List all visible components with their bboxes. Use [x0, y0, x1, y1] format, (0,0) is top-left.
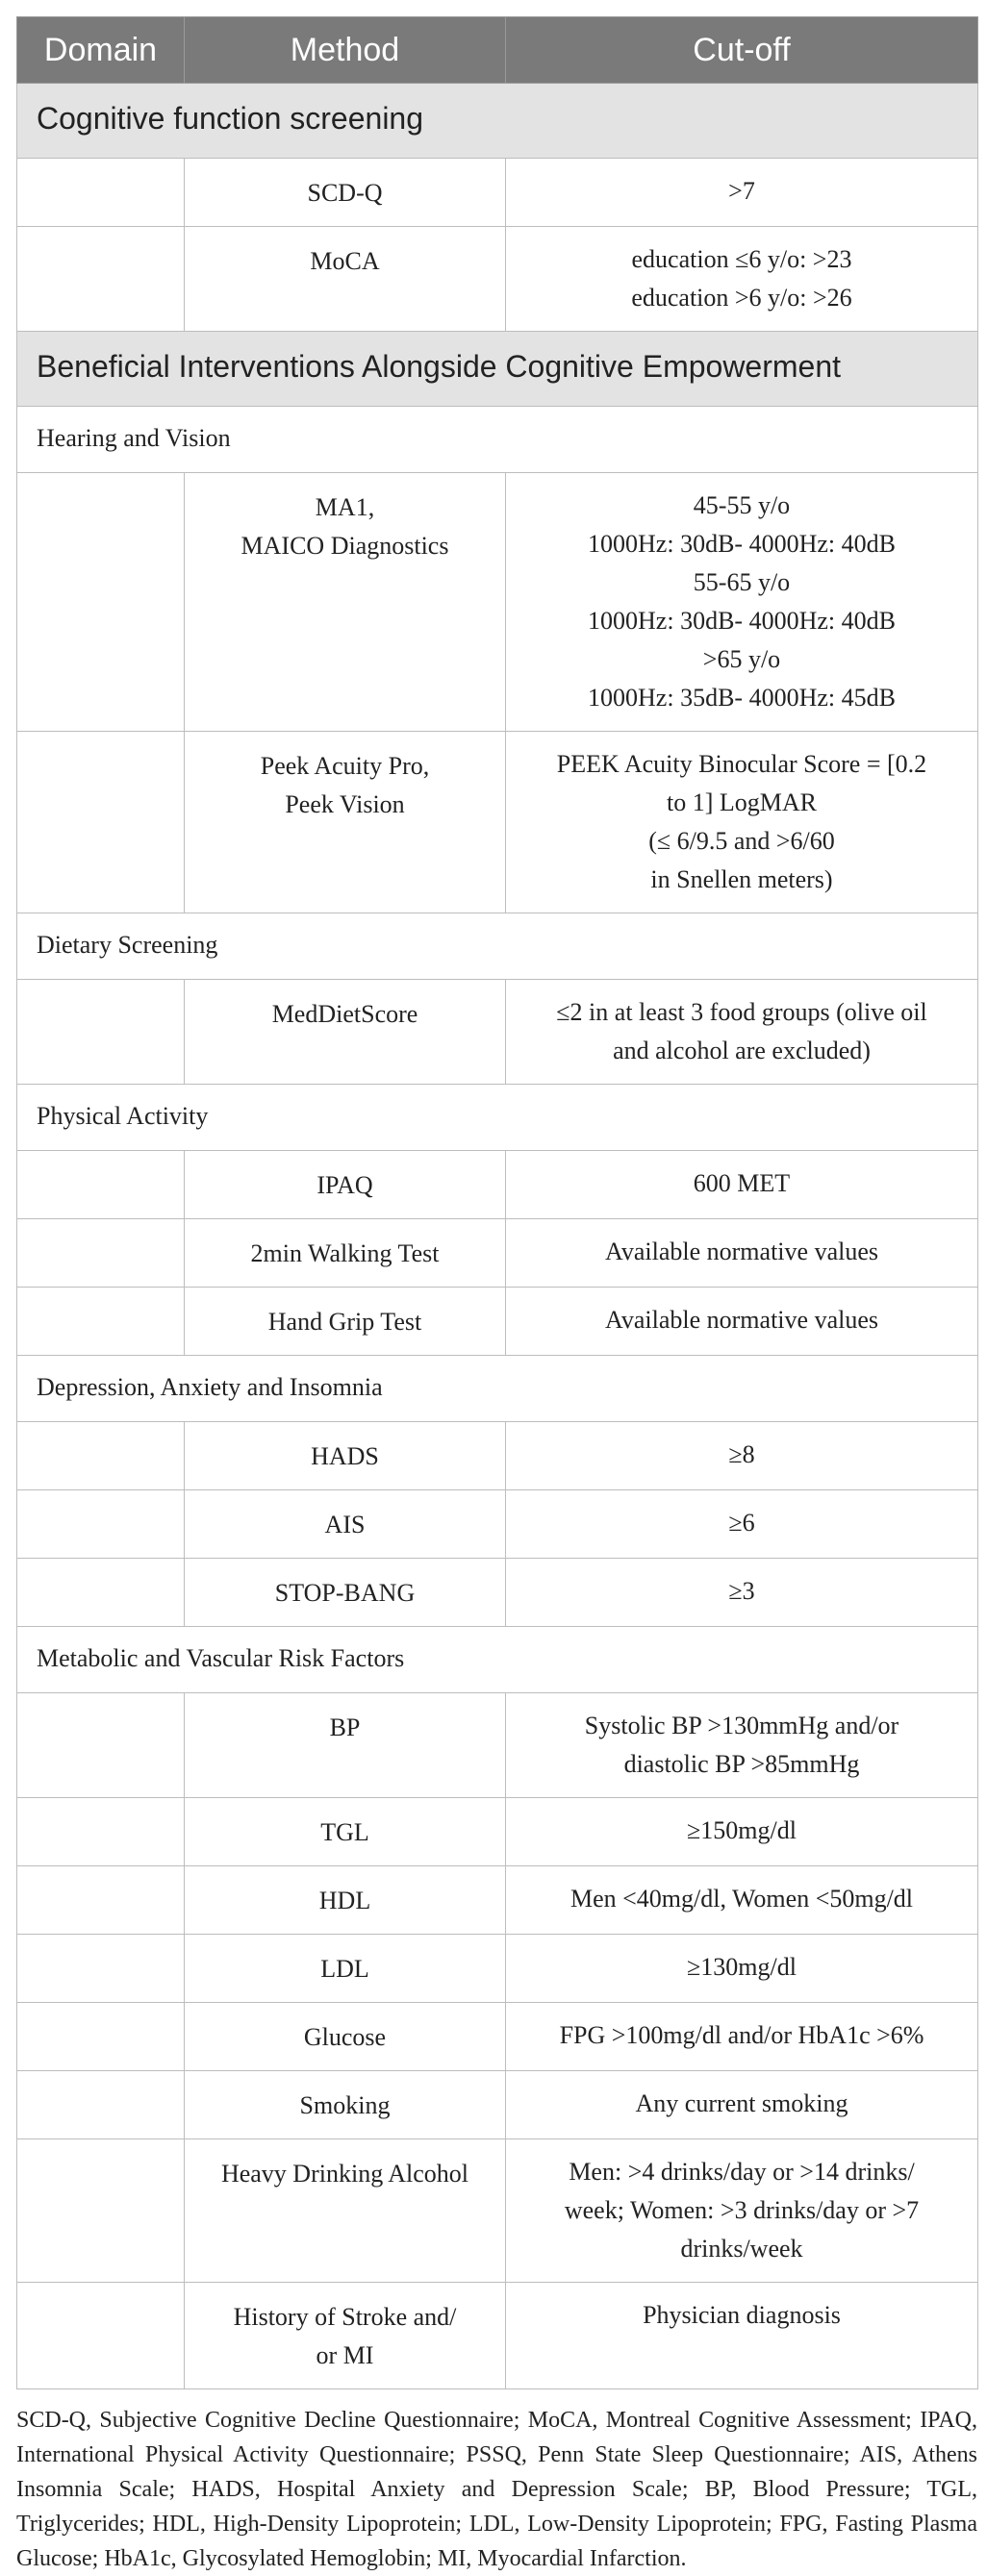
domain-cell — [17, 1866, 185, 1935]
cutoff-line: 45-55 y/o — [693, 491, 791, 519]
header-method: Method — [185, 17, 506, 84]
method-line: MoCA — [310, 247, 380, 275]
cutoff-line: ≥6 — [728, 1509, 755, 1537]
method-line: MA1, — [315, 493, 375, 521]
table-row — [17, 1490, 978, 1559]
cutoff-line: FPG >100mg/dl and/or HbA1c >6% — [559, 2021, 924, 2049]
table-row — [17, 1693, 978, 1798]
cutoff-cell — [506, 159, 978, 227]
table-row — [17, 2139, 978, 2283]
subsection-title: Metabolic and Vascular Risk Factors — [17, 1627, 978, 1693]
cutoff-cell — [506, 1559, 978, 1627]
cutoff-line: 1000Hz: 30dB- 4000Hz: 40dB — [588, 530, 896, 558]
table-row — [17, 1866, 978, 1935]
table-row — [17, 2003, 978, 2071]
method-cell — [185, 1490, 506, 1559]
domain-cell — [17, 159, 185, 227]
table-row — [17, 1219, 978, 1288]
cutoff-line: 1000Hz: 30dB- 4000Hz: 40dB — [588, 607, 896, 635]
cutoff-line: Men: >4 drinks/day or >14 drinks/ — [569, 2158, 915, 2186]
domain-cell — [17, 2071, 185, 2139]
method-cell — [185, 1693, 506, 1798]
table-row — [17, 732, 978, 913]
table-row — [17, 2283, 978, 2389]
cutoff-cell — [506, 1866, 978, 1935]
cutoff-cell — [506, 980, 978, 1085]
section-row — [17, 84, 978, 159]
method-cell — [185, 1935, 506, 2003]
method-line: Glucose — [303, 2023, 387, 2051]
cutoff-line: PEEK Acuity Binocular Score = [0.2 — [556, 750, 927, 778]
subsection-row — [17, 1356, 978, 1422]
cutoff-table — [16, 16, 978, 2389]
cutoff-line: to 1] LogMAR — [667, 788, 817, 816]
cutoff-line: and alcohol are excluded) — [613, 1037, 871, 1064]
cutoff-line: ≥8 — [728, 1440, 755, 1468]
method-cell — [185, 1219, 506, 1288]
method-cell — [185, 1559, 506, 1627]
method-line: STOP-BANG — [274, 1579, 416, 1607]
cutoff-cell — [506, 2003, 978, 2071]
table-row — [17, 1559, 978, 1627]
method-cell — [185, 227, 506, 332]
cutoff-line: Men <40mg/dl, Women <50mg/dl — [569, 1885, 914, 1913]
cutoff-cell — [506, 1798, 978, 1866]
header-domain: Domain — [17, 17, 185, 84]
method-line: AIS — [324, 1511, 366, 1538]
subsection-row — [17, 1627, 978, 1693]
table-footnote: SCD-Q, Subjective Cognitive Decline Questionnaire; MoCA, Montreal Cognitive Assessment; IPAQ, International Physical Activity Questionnaire; PSSQ, Penn State Sleep Questionnaire; AIS, Athens Insomnia Scale; HADS, Hospital Anxiety and Depression Scale; BP, Blood Pressure; TGL, Triglycerides; HDL, High-Density Lipoprotein; LDL, Low-Density Lipoprotein; FPG, Fasting Plasma Glucose; HbA1c, Glycosylated Hemoglobin; MI, Myocardial Infarction. — [16, 2408, 977, 2571]
subsection-title: Hearing and Vision — [17, 407, 978, 473]
cutoff-cell — [506, 2139, 978, 2283]
method-cell — [185, 1798, 506, 1866]
cutoff-cell — [506, 1219, 978, 1288]
cutoff-line: Physician diagnosis — [643, 2301, 841, 2329]
method-line: Heavy Drinking Alcohol — [220, 2160, 469, 2188]
method-line: Peek Acuity Pro, — [260, 752, 430, 780]
cutoff-cell — [506, 2283, 978, 2389]
cutoff-cell — [506, 1490, 978, 1559]
cutoff-line: Available normative values — [605, 1238, 878, 1265]
domain-cell — [17, 1151, 185, 1219]
cutoff-line: ≥150mg/dl — [687, 1816, 797, 1844]
header-row — [17, 17, 978, 84]
cutoff-line: education ≤6 y/o: >23 — [631, 245, 852, 273]
method-line: HDL — [318, 1887, 371, 1914]
cutoff-line: drinks/week — [680, 2235, 803, 2263]
method-line: MAICO Diagnostics — [240, 532, 449, 560]
section-row — [17, 332, 978, 407]
cutoff-line: Any current smoking — [635, 2089, 848, 2117]
table-row — [17, 1288, 978, 1356]
method-line: Smoking — [299, 2091, 391, 2119]
table-row — [17, 1798, 978, 1866]
cutoff-line: ≤2 in at least 3 food groups (olive oil — [556, 998, 927, 1026]
table-row — [17, 2071, 978, 2139]
cutoff-cell — [506, 1422, 978, 1490]
method-cell — [185, 980, 506, 1085]
cutoff-line: diastolic BP >85mmHg — [623, 1750, 860, 1778]
cutoff-cell — [506, 1693, 978, 1798]
method-cell — [185, 1422, 506, 1490]
method-cell — [185, 159, 506, 227]
cutoff-cell — [506, 2071, 978, 2139]
section-title: Beneficial Interventions Alongside Cognitive Empowerment — [17, 332, 978, 407]
domain-cell — [17, 980, 185, 1085]
method-line: History of Stroke and/ — [233, 2303, 457, 2331]
method-line: TGL — [320, 1818, 369, 1846]
subsection-row — [17, 913, 978, 980]
subsection-row — [17, 1085, 978, 1151]
method-line: 2min Walking Test — [250, 1239, 440, 1267]
method-line: MedDietScore — [271, 1000, 418, 1028]
cutoff-line: >7 — [728, 177, 755, 205]
section-title: Cognitive function screening — [17, 84, 978, 159]
cutoff-line: ≥3 — [728, 1577, 755, 1605]
subsection-row — [17, 407, 978, 473]
cutoff-line: (≤ 6/9.5 and >6/60 — [648, 827, 835, 855]
page — [0, 16, 987, 2576]
domain-cell — [17, 227, 185, 332]
table-row — [17, 1151, 978, 1219]
method-cell — [185, 2139, 506, 2283]
cutoff-line: 55-65 y/o — [693, 568, 791, 596]
cutoff-cell — [506, 1151, 978, 1219]
cutoff-cell — [506, 732, 978, 913]
method-cell — [185, 1866, 506, 1935]
table-row — [17, 473, 978, 732]
table-row — [17, 1422, 978, 1490]
cutoff-line: ≥130mg/dl — [687, 1953, 797, 1981]
method-line: Hand Grip Test — [267, 1308, 422, 1336]
cutoff-line: 1000Hz: 35dB- 4000Hz: 45dB — [588, 684, 896, 712]
cutoff-cell — [506, 1288, 978, 1356]
cutoff-cell — [506, 473, 978, 732]
domain-cell — [17, 2003, 185, 2071]
method-cell — [185, 1151, 506, 1219]
table-row — [17, 980, 978, 1085]
cutoff-line: week; Women: >3 drinks/day or >7 — [564, 2196, 920, 2224]
method-cell — [185, 2003, 506, 2071]
table-body — [17, 84, 978, 2389]
domain-cell — [17, 473, 185, 732]
domain-cell — [17, 1422, 185, 1490]
domain-cell — [17, 1935, 185, 2003]
domain-cell — [17, 1490, 185, 1559]
domain-cell — [17, 2283, 185, 2389]
method-line: Peek Vision — [285, 790, 405, 818]
method-cell — [185, 732, 506, 913]
method-line: or MI — [316, 2341, 374, 2369]
cutoff-line: >65 y/o — [702, 645, 781, 673]
table-row — [17, 227, 978, 332]
cutoff-line: Systolic BP >130mmHg and/or — [584, 1712, 899, 1739]
header-cutoff: Cut-off — [506, 17, 978, 84]
domain-cell — [17, 1693, 185, 1798]
method-line: LDL — [320, 1955, 369, 1983]
method-line: IPAQ — [316, 1171, 373, 1199]
cutoff-line: 600 MET — [693, 1169, 791, 1197]
table-row — [17, 1935, 978, 2003]
cutoff-line: education >6 y/o: >26 — [631, 284, 852, 312]
domain-cell — [17, 1798, 185, 1866]
method-line: SCD-Q — [307, 179, 383, 207]
cutoff-cell — [506, 227, 978, 332]
method-cell — [185, 2283, 506, 2389]
method-cell — [185, 2071, 506, 2139]
table-row — [17, 159, 978, 227]
subsection-title: Depression, Anxiety and Insomnia — [17, 1356, 978, 1422]
cutoff-line: Available normative values — [605, 1306, 878, 1334]
method-line: BP — [329, 1713, 361, 1741]
domain-cell — [17, 1219, 185, 1288]
method-cell — [185, 1288, 506, 1356]
method-cell — [185, 473, 506, 732]
domain-cell — [17, 1288, 185, 1356]
domain-cell — [17, 732, 185, 913]
subsection-title: Physical Activity — [17, 1085, 978, 1151]
domain-cell — [17, 2139, 185, 2283]
method-line: HADS — [311, 1442, 379, 1470]
cutoff-cell — [506, 1935, 978, 2003]
domain-cell — [17, 1559, 185, 1627]
cutoff-line: in Snellen meters) — [650, 865, 833, 893]
subsection-title: Dietary Screening — [17, 913, 978, 980]
